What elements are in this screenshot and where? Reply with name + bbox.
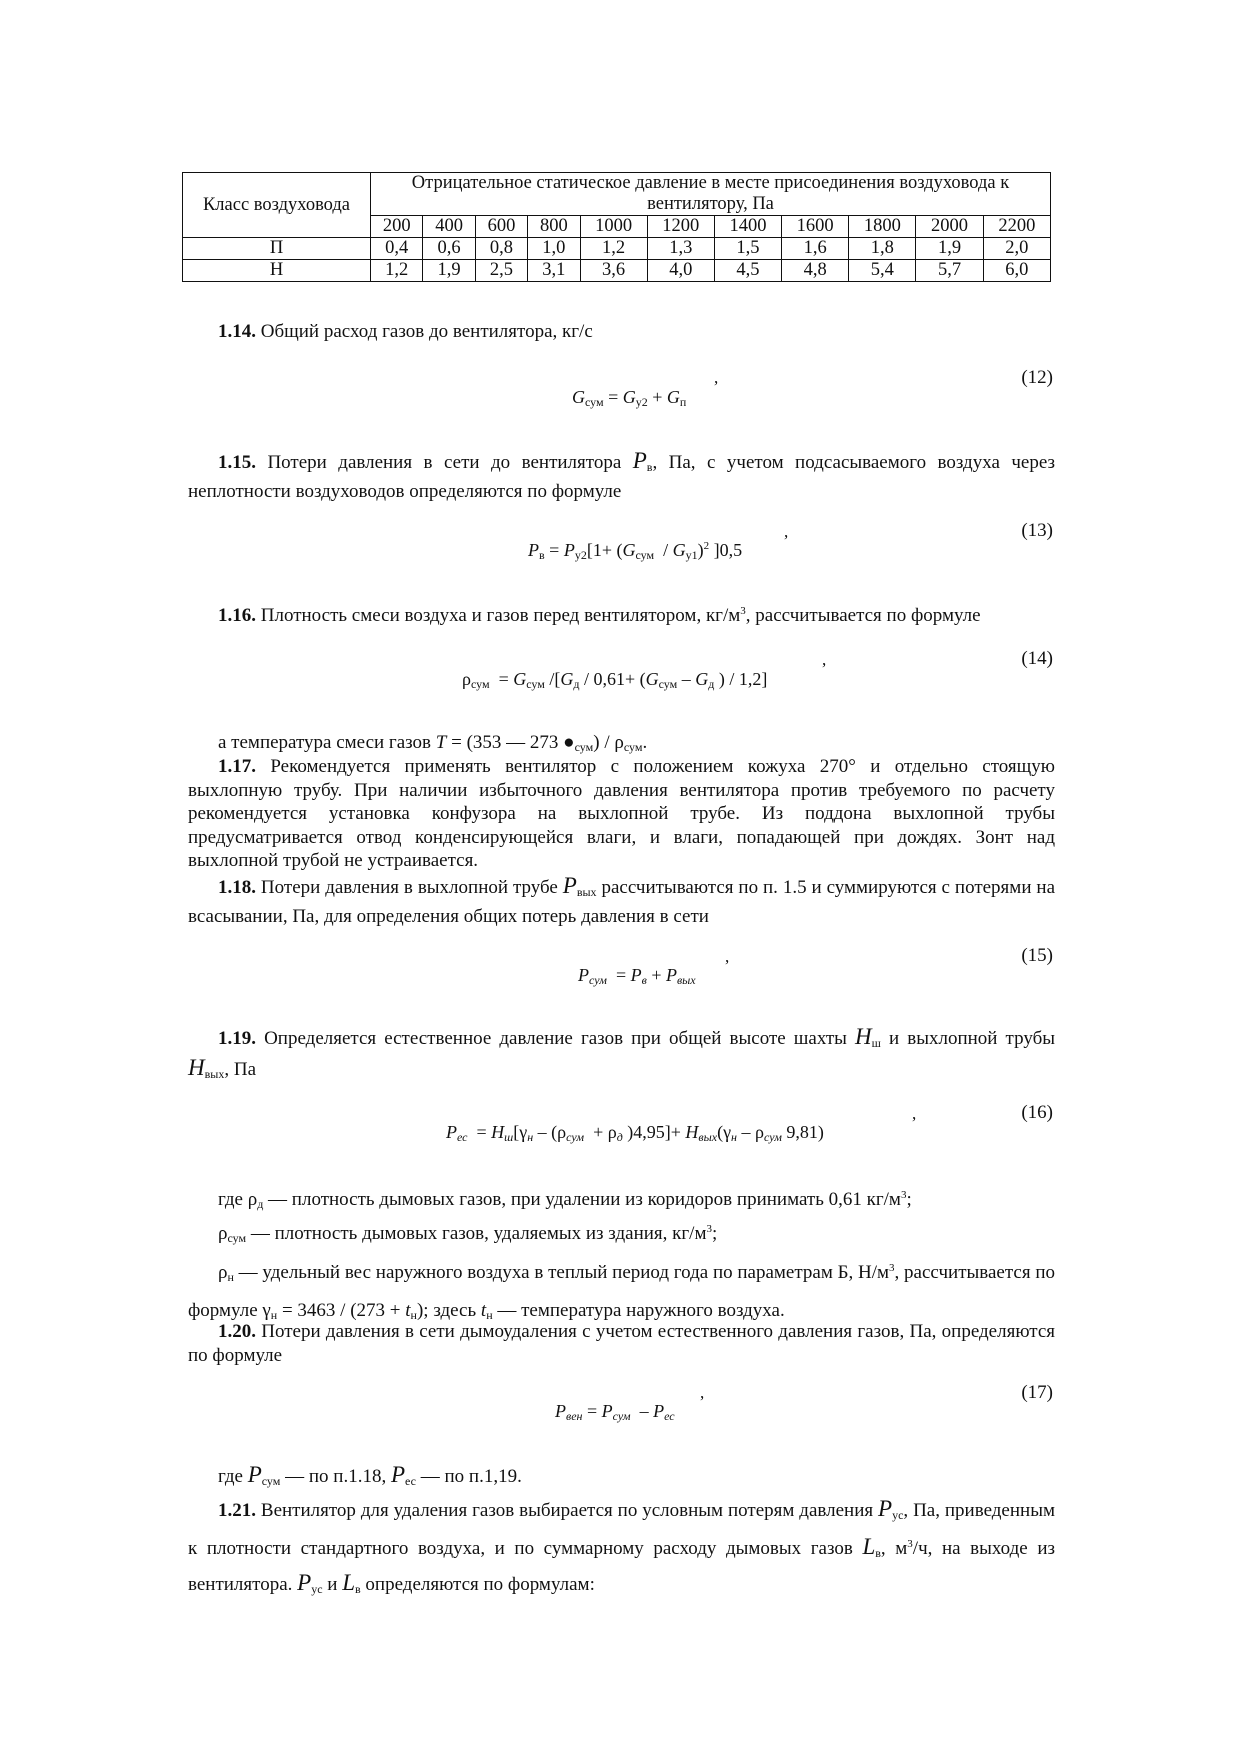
paragraph-text: = 3463 / (273 + [277,1300,406,1321]
table-value-cell: 5,4 [849,260,916,282]
paragraph-text: ; [906,1189,912,1210]
table-pressure-cell: 1800 [849,216,916,238]
symbol: t [405,1300,411,1321]
table-class-cell: Н [183,260,371,282]
table-value-cell: 1,5 [714,238,781,260]
section-number: 1.17. [218,756,256,777]
formula-15: $P_{сум} = P_в + P_{вых}$ [578,965,696,987]
section-1-20 [188,1320,1055,1367]
table-value-cell: 2,0 [983,238,1050,260]
subscript: в [646,460,653,474]
paragraph-text: рассчитываются по п. 1.5 и суммируются с потерями на всасывании, Па, для определения общих потерь давления в сети [188,877,1055,927]
equation-number-17: (17) [1021,1382,1053,1403]
paragraph-text: — плотность дымовых газов, удаляемых из здания, кг/м [246,1223,707,1244]
paragraph-text: где ρ [218,1189,258,1210]
paragraph-text: ρ [218,1223,228,1244]
table-pressure-cell: 1400 [714,216,781,238]
section-1-21 [188,1494,1055,1604]
table-header-class: Класс воздуховода [183,173,371,238]
table-pressure-cell: 800 [528,216,580,238]
symbol: P [878,1496,893,1521]
paragraph-text: /ч, на выходе из вентилятора. [188,1538,1055,1595]
table-pressure-cell: 1000 [580,216,647,238]
section-1-18 [188,874,1055,928]
table-value-cell: 1,9 [423,260,475,282]
subscript: в [875,1546,881,1560]
subscript: сум [623,740,643,754]
table-value-cell: 1,8 [849,238,916,260]
paragraph-text: Общий расход газов до вентилятора, кг/с [256,321,593,342]
paragraph-text: Потери давления в сети дымоудаления с учетом естественного давления газов, Па, определяются по формуле [188,1321,1055,1366]
section-number: 1.16. [218,605,256,626]
symbol: H [188,1054,205,1080]
table-value-cell: 1,3 [647,238,714,260]
table-header-pressure: Отрицательное статическое давление в месте присоединения воздуховода к вентилятору, Па [371,173,1051,216]
paragraph-text: Рекомендуется применять вентилятор с положением кожуха 270° и отдельно стоящую выхлопную трубу. При наличии избыточного давления вентилятора против требуемого по расчету рекомендуется установка конфузора на выхлопной трубе. Из поддона выхлопной трубы предусматривается отвод конденсирующейся влаги, и влаги, попадающей при дождях. Зонт над выхлопной трубой не устраивается. [188,756,1055,871]
subscript: ус [892,1508,904,1522]
section-number: 1.15. [218,452,256,473]
section-1-15 [188,449,1055,503]
equation-number-13: (13) [1021,520,1053,541]
paragraph-text: определяются по формулам: [360,1574,595,1595]
formula-comma: , [700,1383,705,1402]
subscript: н [486,1308,493,1322]
table-pressure-cell: 600 [475,216,527,238]
where-rho-sum [188,1218,1055,1251]
table-value-cell: 0,8 [475,238,527,260]
symbol: P [390,1462,406,1487]
table-value-cell: 2,5 [475,260,527,282]
table-value-cell: 1,2 [580,238,647,260]
table-pressure-cell: 200 [371,216,423,238]
table-value-cell: 0,4 [371,238,423,260]
symbol: P [562,873,577,898]
section-1-16 [188,600,1055,628]
equation-number-14: (14) [1021,648,1053,669]
symbol: T [435,732,447,753]
paragraph-text: и [322,1574,343,1595]
formula-comma: , [822,650,827,669]
table-pressure-cell: 1600 [782,216,849,238]
paragraph-text: где [218,1466,248,1487]
symbol: t [480,1300,487,1321]
table-pressure-cell: 1200 [647,216,714,238]
table-pressure-cell: 2000 [916,216,983,238]
table-value-cell: 1,6 [782,238,849,260]
formula-14: $\rho_{сум} = G_{сум}$ $/[G_д / 0,61+ (G_{сум} - G_д$ ) / 1,2] [462,669,768,691]
formula-16: $P_{ес} = H_ш[\gamma_н - (\rho_{сум} + \rho_д$ )$4,95]+ H_{вых}(\gamma_н - \rho_{сум}$ 9,81) [446,1122,824,1144]
paragraph-text: а температура смеси газов [218,732,436,753]
paragraph-text: = (353 — 273 [446,732,564,753]
section-number: 1.20. [218,1321,256,1342]
table-value-cell: 3,1 [528,260,580,282]
subscript: ес [405,1474,416,1488]
subscript: сум [261,1474,281,1488]
paragraph-text: ρ [218,1262,228,1283]
equation-number-12: (12) [1021,367,1053,388]
formula-comma: , [725,947,730,966]
paragraph-text: Потери давления в выхлопной трубе [256,877,563,898]
paragraph-text: ) / ρ [593,732,624,753]
table-class-cell: П [183,238,371,260]
subscript: н [410,1308,417,1322]
symbol: L [862,1534,876,1559]
section-number: 1.14. [218,321,256,342]
paragraph-text: . [642,732,648,753]
paragraph-text: — удельный вес наружного воздуха в теплый период года по параметрам Б, Н/м [233,1262,890,1283]
subscript: в [355,1582,361,1596]
symbol: γ [262,1300,271,1321]
equation-number-15: (15) [1021,945,1053,966]
subscript: вых [204,1066,225,1081]
subscript: вых [576,885,597,899]
superscript: 3 [907,1538,913,1550]
superscript: 3 [889,1262,895,1274]
subscript: н [227,1270,234,1284]
paragraph-text: — температура наружного воздуха. [492,1300,785,1321]
table-value-cell: 1,9 [916,238,983,260]
table-value-cell: 1,0 [528,238,580,260]
formula-comma: , [714,368,719,387]
formula-13: $P_в = P_{у2}[1+ (G_{сум} / G_{у1})^2$ ]0,5 [528,540,743,562]
subscript: сум [227,1231,247,1245]
table-value-cell: 6,0 [983,260,1050,282]
bullet-symbol: ● [563,732,575,753]
table-row [183,238,1051,260]
subscript: ш [871,1036,881,1050]
duct-class-table [182,172,1051,282]
superscript: 3 [900,1189,907,1201]
paragraph-text: Вентилятор для удаления газов выбирается по условным потерям давления [256,1500,879,1521]
paragraph-text: , м [880,1538,908,1559]
formula-17: $P_{вен} = P_{сум} - P_{ес}$ [555,1401,675,1423]
paragraph-text: , Па, приведенным к плотности стандартного воздуха, и по суммарному расходу дымовых газов [188,1500,1055,1559]
subscript: сум [574,740,594,754]
paragraph-text: Определяется естественное давление газов при общей высоте шахты [256,1028,856,1049]
paragraph-text: , Па, с учетом подсасываемого воздуха через неплотности воздуховодов определяются по формуле [188,452,1055,502]
table-value-cell: 3,6 [580,260,647,282]
equation-number-16: (16) [1021,1102,1053,1123]
formula-comma: , [912,1104,917,1123]
table-pressure-cell: 2200 [983,216,1050,238]
where-rho-d [188,1184,1055,1217]
symbol: H [855,1024,872,1049]
paragraph-text: , рассчитывается по формуле [745,605,981,626]
formula-12: $G_{сум} = G_{у2} + G_п$ [572,387,687,409]
paragraph-text: , Па [224,1058,257,1080]
section-number: 1.21. [218,1500,256,1521]
symbol: P [297,1570,312,1595]
paragraph-text: — по п.1,19. [415,1466,522,1487]
subscript: д [257,1197,264,1211]
table-value-cell: 1,2 [371,260,423,282]
paragraph-text: — плотность дымовых газов, при удалении из коридоров принимать 0,61 кг/м [263,1189,901,1210]
table-value-cell: 4,5 [714,260,781,282]
table-pressure-cell: 400 [423,216,475,238]
where-p [188,1463,1055,1494]
section-number: 1.19. [218,1028,256,1049]
table-value-cell: 4,8 [782,260,849,282]
table-value-cell: 4,0 [647,260,714,282]
symbol: L [342,1570,355,1595]
section-1-19 [188,1025,1055,1086]
paragraph-text: Плотность смеси воздуха и газов перед вентилятором, кг/м [256,605,741,626]
formula-comma: , [784,522,789,541]
section-number: 1.18. [218,877,256,898]
subscript: ус [311,1582,323,1596]
section-1-17 [188,755,1055,873]
section-1-14 [188,320,1055,344]
paragraph-text: Потери давления в сети до вентилятора [256,452,633,473]
subscript: н [270,1308,278,1322]
symbol: P [632,448,647,473]
paragraph-text: ; [711,1223,718,1244]
paragraph-text: ); здесь [416,1300,481,1321]
table-value-cell: 0,6 [423,238,475,260]
table-value-cell: 5,7 [916,260,983,282]
table-row [183,260,1051,282]
paragraph-text: — по п.1.18, [280,1466,391,1487]
superscript: 3 [706,1223,712,1235]
superscript: 3 [740,605,746,617]
paragraph-text: и выхлопной трубы [880,1028,1055,1049]
paragraph-text: , рассчитывается по формуле [188,1262,1055,1321]
symbol: P [247,1462,262,1487]
